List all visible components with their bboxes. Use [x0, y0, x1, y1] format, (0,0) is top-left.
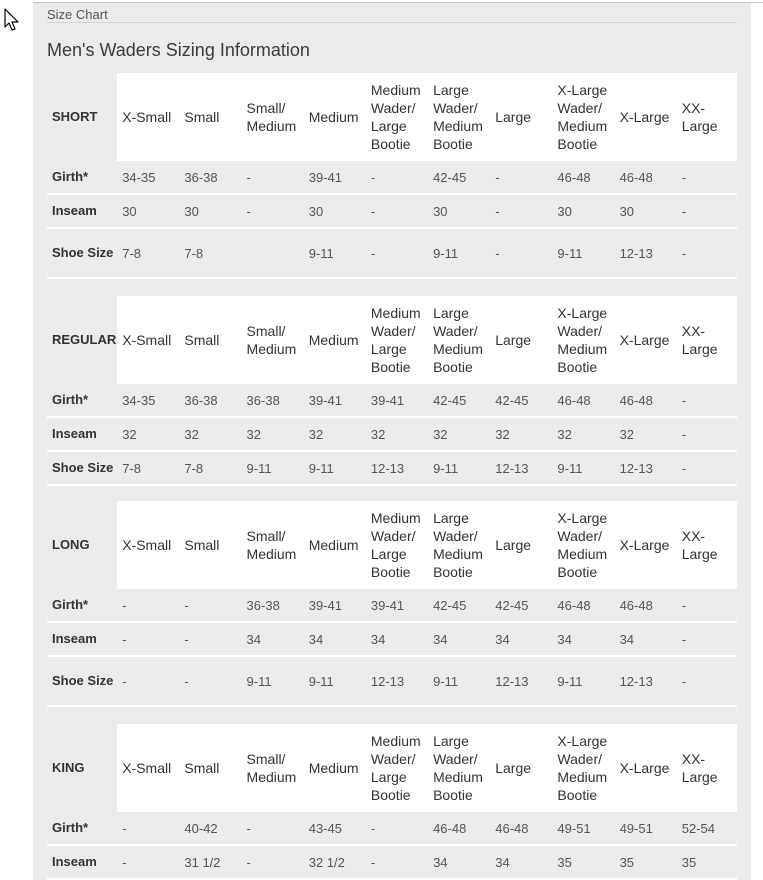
table-cell: 34-35 [117, 161, 179, 194]
table-cell: 7-8 [117, 228, 179, 278]
table-cell: 36-38 [179, 161, 241, 194]
table-row [47, 228, 737, 278]
table-row [47, 622, 737, 656]
table-cell: 34 [552, 622, 614, 656]
table-cell: 34 [490, 622, 552, 656]
table-row [47, 845, 737, 879]
table-cell: 42-45 [428, 589, 490, 622]
table-cell: 30 [179, 194, 241, 228]
column-header: Medium Wader/ Large Bootie [366, 296, 428, 384]
table-cell: 35 [615, 845, 677, 879]
table-cell: - [117, 845, 179, 879]
column-header: X-Large Wader/ Medium Bootie [552, 501, 614, 589]
table-cell: 32 [242, 417, 304, 451]
table-cell: 36-38 [242, 384, 304, 417]
size-table-regular [47, 296, 737, 486]
column-header: Small [179, 501, 241, 589]
table-cell: 32 1/2 [304, 845, 366, 879]
table-cell: 12-13 [615, 451, 677, 485]
table-cell: 9-11 [552, 228, 614, 278]
table-cell: - [242, 812, 304, 845]
table-cell: 7-8 [179, 228, 241, 278]
table-cell: 34 [615, 622, 677, 656]
table-cell [242, 228, 304, 278]
table-cell: - [117, 812, 179, 845]
table-cell: - [677, 451, 737, 485]
table-row [47, 194, 737, 228]
table-cell: 49-51 [615, 812, 677, 845]
table-cell: 12-13 [366, 656, 428, 706]
section-label: SHORT [47, 73, 117, 161]
table-cell: 34-35 [117, 384, 179, 417]
table-cell: - [117, 622, 179, 656]
row-label: Inseam [47, 622, 117, 656]
table-cell: 36-38 [179, 384, 241, 417]
column-header: X-Small [117, 501, 179, 589]
table-cell: - [677, 656, 737, 706]
table-cell: 9-11 [428, 656, 490, 706]
table-cell: 30 [304, 194, 366, 228]
table-cell: - [179, 589, 241, 622]
column-header: Small/ Medium [242, 73, 304, 161]
table-row [47, 589, 737, 622]
table-cell: 46-48 [552, 384, 614, 417]
table-cell: - [366, 194, 428, 228]
column-header: Small/ Medium [242, 501, 304, 589]
table-cell: 32 [428, 417, 490, 451]
row-label: Inseam [47, 194, 117, 228]
table-cell: 40-42 [179, 812, 241, 845]
column-header: Medium [304, 73, 366, 161]
table-cell: 9-11 [552, 656, 614, 706]
size-chart-title: Size Chart [47, 7, 108, 22]
size-table-long [47, 501, 737, 707]
column-header: Medium Wader/ Large Bootie [366, 724, 428, 812]
column-header: XX- Large [677, 501, 737, 589]
table-cell: 39-41 [304, 161, 366, 194]
table-cell: - [490, 194, 552, 228]
column-header: X-Large [615, 73, 677, 161]
column-header: X-Small [117, 296, 179, 384]
table-cell: 52-54 [677, 812, 737, 845]
column-header: Small [179, 73, 241, 161]
table-cell: 12-13 [366, 451, 428, 485]
table-cell: 30 [615, 194, 677, 228]
column-header: Medium [304, 724, 366, 812]
table-cell: 46-48 [552, 161, 614, 194]
table-cell: 9-11 [242, 656, 304, 706]
row-label: Shoe Size [47, 228, 117, 278]
row-label: Girth* [47, 384, 117, 417]
table-cell: - [677, 384, 737, 417]
row-label: Inseam [47, 417, 117, 451]
table-cell: 32 [179, 417, 241, 451]
column-header: XX- Large [677, 73, 737, 161]
section-label: LONG [47, 501, 117, 589]
table-cell: 30 [552, 194, 614, 228]
table-row [47, 161, 737, 194]
table-cell: 43-45 [304, 812, 366, 845]
table-cell: 12-13 [490, 656, 552, 706]
table-row [47, 384, 737, 417]
table-cell: 32 [304, 417, 366, 451]
table-cell: 35 [552, 845, 614, 879]
column-header: Large [490, 296, 552, 384]
table-cell: 9-11 [304, 228, 366, 278]
column-header: Small [179, 296, 241, 384]
table-cell: 35 [677, 845, 737, 879]
table-cell: - [179, 622, 241, 656]
title-divider [47, 22, 737, 23]
table-cell: 46-48 [552, 589, 614, 622]
table-cell: 42-45 [490, 589, 552, 622]
table-cell: 30 [428, 194, 490, 228]
table-row [47, 417, 737, 451]
table-cell: 12-13 [615, 656, 677, 706]
column-header: X-Large Wader/ Medium Bootie [552, 724, 614, 812]
column-header: Large [490, 501, 552, 589]
table-cell: 46-48 [615, 589, 677, 622]
row-label: Shoe Size [47, 451, 117, 485]
column-header: Large [490, 73, 552, 161]
row-label: Girth* [47, 812, 117, 845]
table-cell: 39-41 [366, 589, 428, 622]
table-cell: 34 [428, 845, 490, 879]
column-header: X-Small [117, 724, 179, 812]
column-header: Medium [304, 296, 366, 384]
table-cell: - [366, 161, 428, 194]
column-header: Large Wader/ Medium Bootie [428, 296, 490, 384]
table-cell: - [242, 845, 304, 879]
table-cell: 32 [490, 417, 552, 451]
table-cell: 30 [117, 194, 179, 228]
table-cell: - [366, 845, 428, 879]
row-label: Girth* [47, 161, 117, 194]
table-cell: 32 [117, 417, 179, 451]
row-label: Shoe Size [47, 656, 117, 706]
table-cell: 32 [366, 417, 428, 451]
column-header: Medium Wader/ Large Bootie [366, 501, 428, 589]
table-cell: - [677, 417, 737, 451]
table-cell: 46-48 [428, 812, 490, 845]
table-cell: 39-41 [304, 589, 366, 622]
table-cell: 9-11 [242, 451, 304, 485]
column-header: Large Wader/ Medium Bootie [428, 73, 490, 161]
column-header: X-Large Wader/ Medium Bootie [552, 73, 614, 161]
table-cell: - [179, 656, 241, 706]
table-cell: - [117, 656, 179, 706]
table-cell: - [242, 194, 304, 228]
column-header: Medium Wader/ Large Bootie [366, 73, 428, 161]
table-cell: - [490, 161, 552, 194]
table-cell: 34 [490, 845, 552, 879]
section-label: KING [47, 724, 117, 812]
column-header: XX- Large [677, 724, 737, 812]
table-cell: - [117, 589, 179, 622]
size-table-king [47, 724, 737, 880]
column-header: X-Small [117, 73, 179, 161]
table-cell: 7-8 [117, 451, 179, 485]
table-cell: 12-13 [615, 228, 677, 278]
table-cell: - [677, 194, 737, 228]
column-header: Small/ Medium [242, 296, 304, 384]
table-row [47, 656, 737, 706]
table-cell: 42-45 [490, 384, 552, 417]
table-cell: 46-48 [615, 384, 677, 417]
table-cell: 9-11 [552, 451, 614, 485]
table-cell: 34 [366, 622, 428, 656]
table-cell: 46-48 [615, 161, 677, 194]
column-header: Large Wader/ Medium Bootie [428, 724, 490, 812]
table-cell: 9-11 [428, 228, 490, 278]
table-cell: 9-11 [428, 451, 490, 485]
table-cell: 46-48 [490, 812, 552, 845]
column-header: X-Large [615, 501, 677, 589]
table-cell: 36-38 [242, 589, 304, 622]
table-cell: 7-8 [179, 451, 241, 485]
table-cell: 32 [615, 417, 677, 451]
size-table-short [47, 73, 737, 279]
table-cell: 34 [242, 622, 304, 656]
table-cell: 39-41 [366, 384, 428, 417]
table-cell: 32 [552, 417, 614, 451]
column-header: X-Large [615, 724, 677, 812]
column-header: Large [490, 724, 552, 812]
column-header: X-Large Wader/ Medium Bootie [552, 296, 614, 384]
row-label: Inseam [47, 845, 117, 879]
section-label: REGULAR [47, 296, 117, 384]
column-header: X-Large [615, 296, 677, 384]
page-heading: Men's Waders Sizing Information [47, 40, 310, 60]
table-cell: 31 1/2 [179, 845, 241, 879]
table-row [47, 812, 737, 845]
row-label: Girth* [47, 589, 117, 622]
table-cell: 9-11 [304, 656, 366, 706]
column-header: Small [179, 724, 241, 812]
table-row [47, 451, 737, 485]
table-cell: 39-41 [304, 384, 366, 417]
column-header: XX- Large [677, 296, 737, 384]
table-cell: 34 [304, 622, 366, 656]
table-cell: 12-13 [490, 451, 552, 485]
mouse-pointer-icon [4, 8, 20, 32]
table-cell: 49-51 [552, 812, 614, 845]
table-cell: 9-11 [304, 451, 366, 485]
table-cell: - [490, 228, 552, 278]
table-cell: - [366, 812, 428, 845]
table-cell: 42-45 [428, 161, 490, 194]
table-cell: 34 [428, 622, 490, 656]
table-cell: - [677, 228, 737, 278]
column-header: Large Wader/ Medium Bootie [428, 501, 490, 589]
column-header: Small/ Medium [242, 724, 304, 812]
column-header: Medium [304, 501, 366, 589]
table-cell: - [677, 161, 737, 194]
table-cell: 42-45 [428, 384, 490, 417]
table-cell: - [677, 589, 737, 622]
table-cell: - [677, 622, 737, 656]
table-cell: - [242, 161, 304, 194]
table-cell: - [366, 228, 428, 278]
